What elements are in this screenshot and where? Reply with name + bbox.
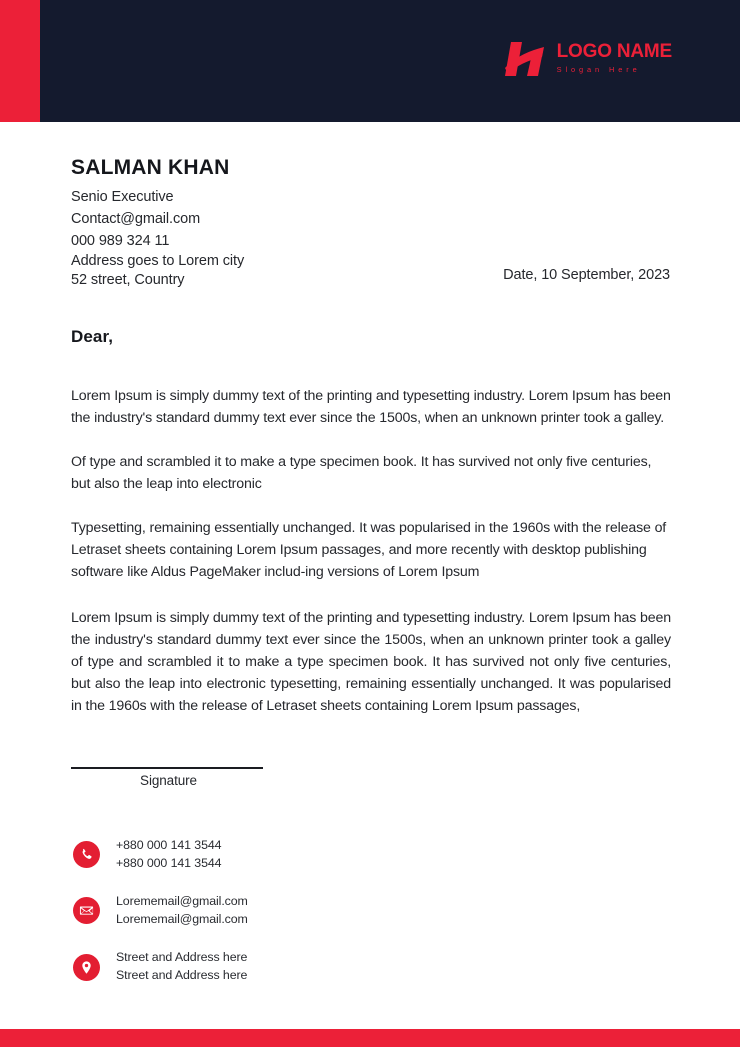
footer-red-bar (0, 1029, 740, 1047)
letter-content (71, 327, 671, 717)
letter-paragraph: Of type and scrambled it to make a type specimen book. It has survived not only five centuries, but also the leap into electronic (71, 454, 652, 492)
contact-line: Lorememail@gmail.com (116, 894, 248, 909)
sender-info-block (71, 156, 431, 290)
sender-address-line-2: 52 street, Country (71, 272, 185, 289)
contact-text-email (116, 893, 248, 928)
envelope-icon (73, 897, 100, 924)
logo-slogan: Slogan Here (556, 65, 641, 75)
page-header (0, 0, 740, 122)
logo-name: LOGO NAME (556, 41, 672, 63)
contact-text-phone (116, 837, 221, 872)
phone-icon (73, 841, 100, 868)
contact-row-email[interactable] (73, 893, 248, 928)
salutation: Dear, (71, 327, 114, 346)
sender-address-line-1: Address goes to Lorem city (71, 253, 245, 270)
location-pin-icon (73, 954, 100, 981)
contact-text-address (116, 949, 247, 984)
sender-name: SALMAN KHAN (71, 156, 230, 179)
sender-title: Senio Executive (71, 189, 174, 205)
letter-date: Date, 10 September, 2023 (503, 267, 670, 283)
contact-line: Street and Address here (116, 968, 248, 983)
header-red-stripe (0, 0, 40, 122)
sender-phone[interactable]: 000 989 324 11 (71, 233, 170, 250)
letter-paragraph: Lorem Ipsum is simply dummy text of the printing and typesetting industry. Lorem Ipsum has been the industry's standard dummy text ever since the 1500s, when an unknown printer took a galley of type and scrambled it to make a type specimen book. It has survived not only five centuries, but also the leap into electronic typesetting, remaining essentially unchanged. It was popularised in the 1960s with the release of Letraset sheets containing Lorem Ipsum passages, (71, 610, 671, 714)
signature-label: Signature (140, 772, 197, 788)
contact-row-address[interactable] (73, 949, 248, 984)
contact-line: Street and Address here (116, 950, 248, 965)
letter-paragraph: Typesetting, remaining essentially unchanged. It was popularised in the 1960s with the release of Letraset sheets containing Lorem Ipsum passages, and more recently with desktop publishing software like Aldus PageMaker includ-ing versions of Lorem Ipsum (71, 520, 667, 580)
contact-line: +880 000 141 3544 (116, 855, 222, 870)
sender-email[interactable]: Contact@gmail.com (71, 211, 201, 228)
logo-block[interactable] (502, 38, 672, 80)
signature-line (71, 767, 263, 769)
signature-block (71, 767, 266, 788)
contact-row-phone[interactable] (73, 837, 248, 872)
contact-line: +880 000 141 3544 (116, 838, 222, 852)
logo-text-block (557, 42, 672, 76)
letter-paragraph: Lorem Ipsum is simply dummy text of the printing and typesetting industry. Lorem Ipsum has been the industry's standard dummy text ever since the 1500s, when an unknown printer took a galley. (71, 388, 671, 426)
contact-footer (73, 837, 248, 1006)
stylized-h-logo-icon (502, 38, 548, 80)
contact-line: Lorememail@gmail.com (116, 911, 248, 926)
